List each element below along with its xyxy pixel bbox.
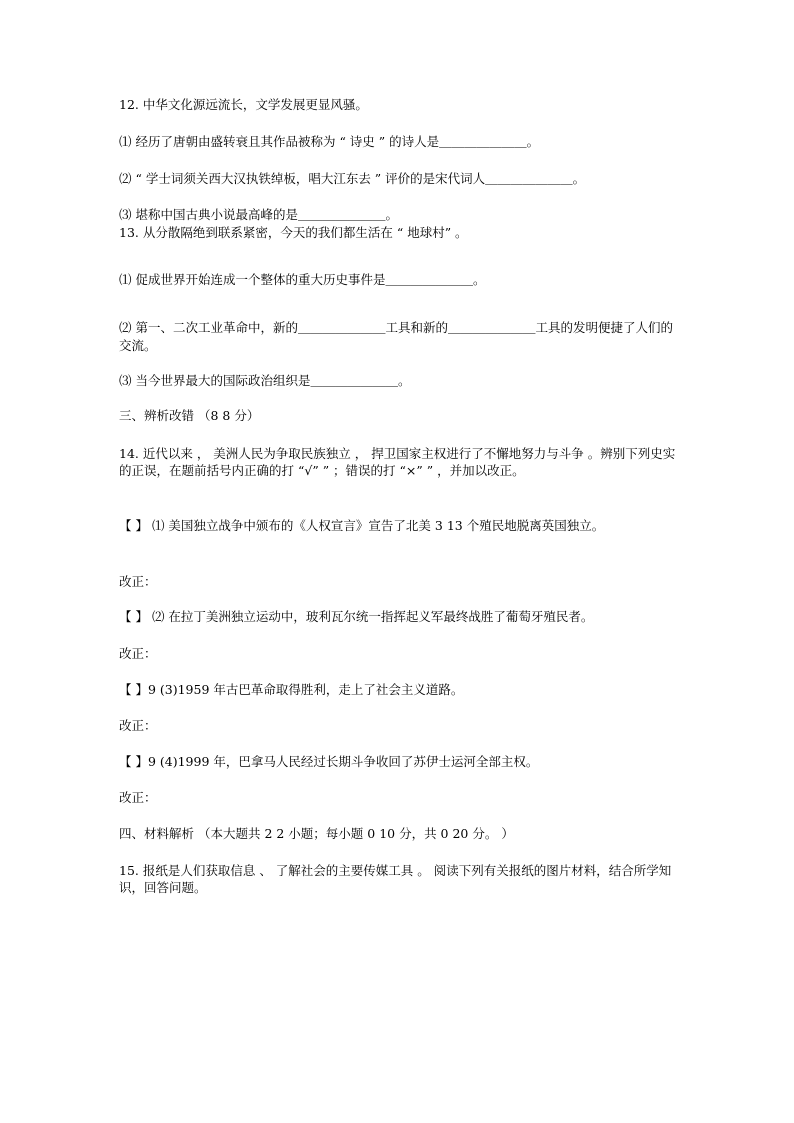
correction-label-4: 改正： [119, 790, 157, 805]
correction-label-3: 改正： [119, 718, 157, 733]
question-13-stem: 13. 从分散隔绝到联系紧密，今天的我们都生活在 “ 地球村” 。 [119, 225, 468, 240]
question-14-stem: 14. 近代以来 ， 美洲人民为争取民族独立 ， 捍卫国家主权进行了不懈地努力与斗争 。辨别下列史实的正误，在题前括号内正确的打 “√” ” ；错误的打 “×” ” ，并加以改正。 [119, 446, 676, 478]
question-13-part-2: ⑵ 第一、二次工业革命中，新的＿＿＿＿＿＿＿工具和新的＿＿＿＿＿＿＿工具的发明便捷了人们的交流。 [119, 320, 673, 353]
question-13-part-1: ⑴ 促成世界开始连成一个整体的重大历史事件是＿＿＿＿＿＿＿。 [119, 272, 486, 287]
question-14-item-1: 【 】 ⑴ 美国独立战争中颁布的《人权宣言》宣告了北美 3 13 个殖民地脱离英国独立。 [119, 518, 605, 533]
section-4-heading: 四、材料解析 （本大题共 2 2 小题；每小题 0 10 分，共 0 20 分。 ） [119, 826, 514, 841]
question-14-item-4: 【 】9 (4)1999 年，巴拿马人民经过长期斗争收回了苏伊士运河全部主权。 [119, 754, 539, 769]
question-15-stem: 15. 报纸是人们获取信息 、 了解社会的主要传媒工具 。 阅读下列有关报纸的图片材料，结合所学知识，回答问题。 [119, 863, 672, 895]
question-14-item-2: 【 】 ⑵ 在拉丁美洲独立运动中，玻利瓦尔统一指挥起义军最终战胜了葡萄牙殖民者。 [119, 609, 594, 624]
correction-label-1: 改正： [119, 574, 157, 589]
question-13-part-3: ⑶ 当今世界最大的国际政治组织是＿＿＿＿＿＿＿。 [119, 373, 411, 388]
correction-label-2: 改正： [119, 646, 157, 661]
question-14-item-3: 【 】9 (3)1959 年古巴革命取得胜利，走上了社会主义道路。 [119, 682, 464, 697]
question-12-part-1: ⑴ 经历了唐朝由盛转衰且其作品被称为 “ 诗史 ” 的诗人是＿＿＿＿＿＿＿。 [119, 134, 540, 149]
question-12-part-2: ⑵ “ 学士词须关西大汉执铁绰板，唱大江东去 ” 评价的是宋代词人＿＿＿＿＿＿＿。 [119, 171, 586, 186]
question-12-part-3: ⑶ 堪称中国古典小说最高峰的是＿＿＿＿＿＿＿。 [119, 207, 398, 222]
question-12-stem: 12. 中华文化源远流长，文学发展更显风骚。 [119, 97, 368, 112]
section-3-heading: 三、辨析改错 （8 8 分） [119, 408, 260, 423]
